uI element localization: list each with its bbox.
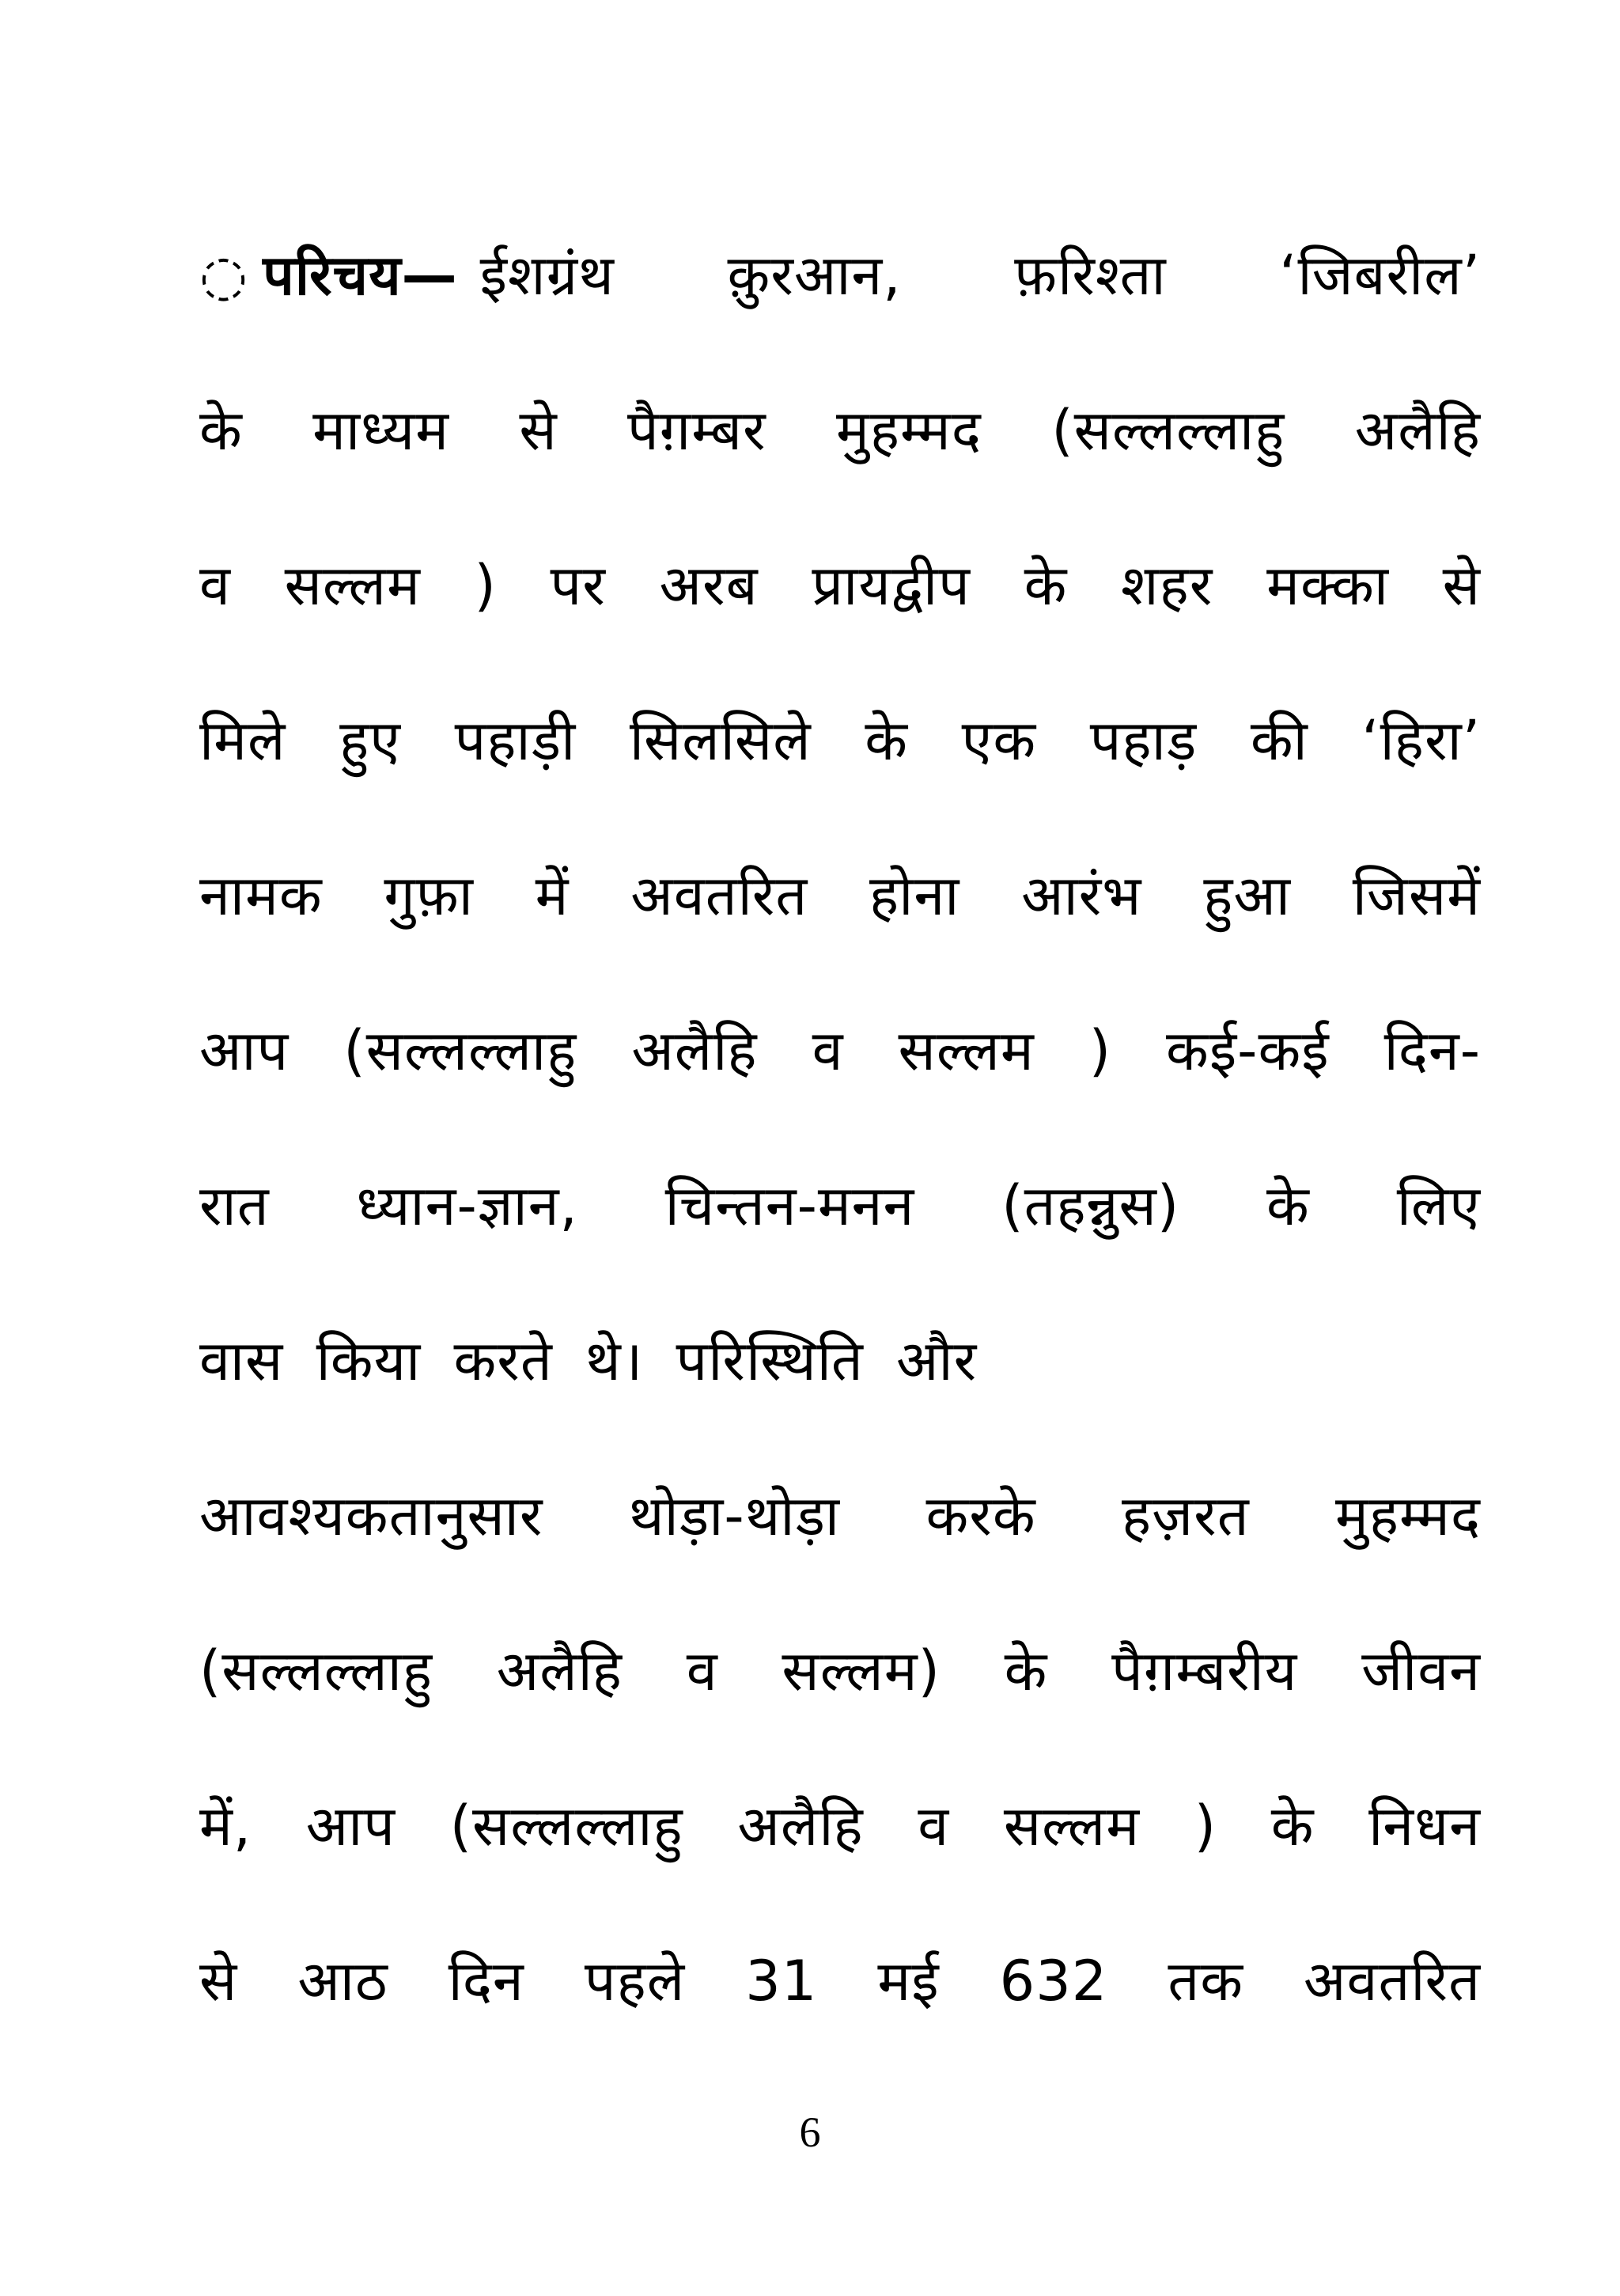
bullet-circle-icon: ◌ [199,243,249,308]
text-line-9: आवश्यकतानुसार थोड़ा-थोड़ा करके हज़रत मुहम्मद [199,1483,1481,1548]
text-line-5: नामक गुफ़ा में अवतरित होना आरंभ हुआ जिसमें [199,863,1481,928]
text-line-3: व सल्लम ) पर अरब प्रायद्वीप के शहर मक्का से [199,553,1481,618]
text-line-11: में, आप (सल्लल्लाहु अलैहि व सल्लम ) के निधन [199,1794,1481,1858]
text-line-2: के माध्यम से पैग़म्बर मुहम्मद (सल्लल्लाहु अलैहि [199,398,1481,463]
text-line-4: मिले हुए पहाड़ी सिलसिले के एक पहाड़ की ‘हिरा’ [199,708,1481,773]
section-heading: परिचय— [263,243,458,308]
text-line-10: (सल्लल्लाहु अलैहि व सल्लम) के पैग़म्बरीय जीवन [199,1639,1481,1703]
text-line-6: आप (सल्लल्लाहु अलैहि व सल्लम ) कई-कई दिन- [199,1018,1481,1083]
page-number: 6 [799,2108,821,2156]
text-line-7: रात ध्यान-ज्ञान, चिन्तन-मनन (तहन्नुस) के लिए [199,1173,1481,1238]
text-line-1-body: ईशग्रंथ क़ुरआन, फ़रिश्ता ‘जिबरील’ [479,243,1481,308]
text-line-1 [199,198,1481,353]
text-line-12: से आठ दिन पहले 31 मई 632 तक अवतरित [199,1949,1481,2014]
text-line-8: वास किया करते थे। परिस्थिति और [199,1328,978,1393]
paragraph-introduction [199,198,1481,2059]
